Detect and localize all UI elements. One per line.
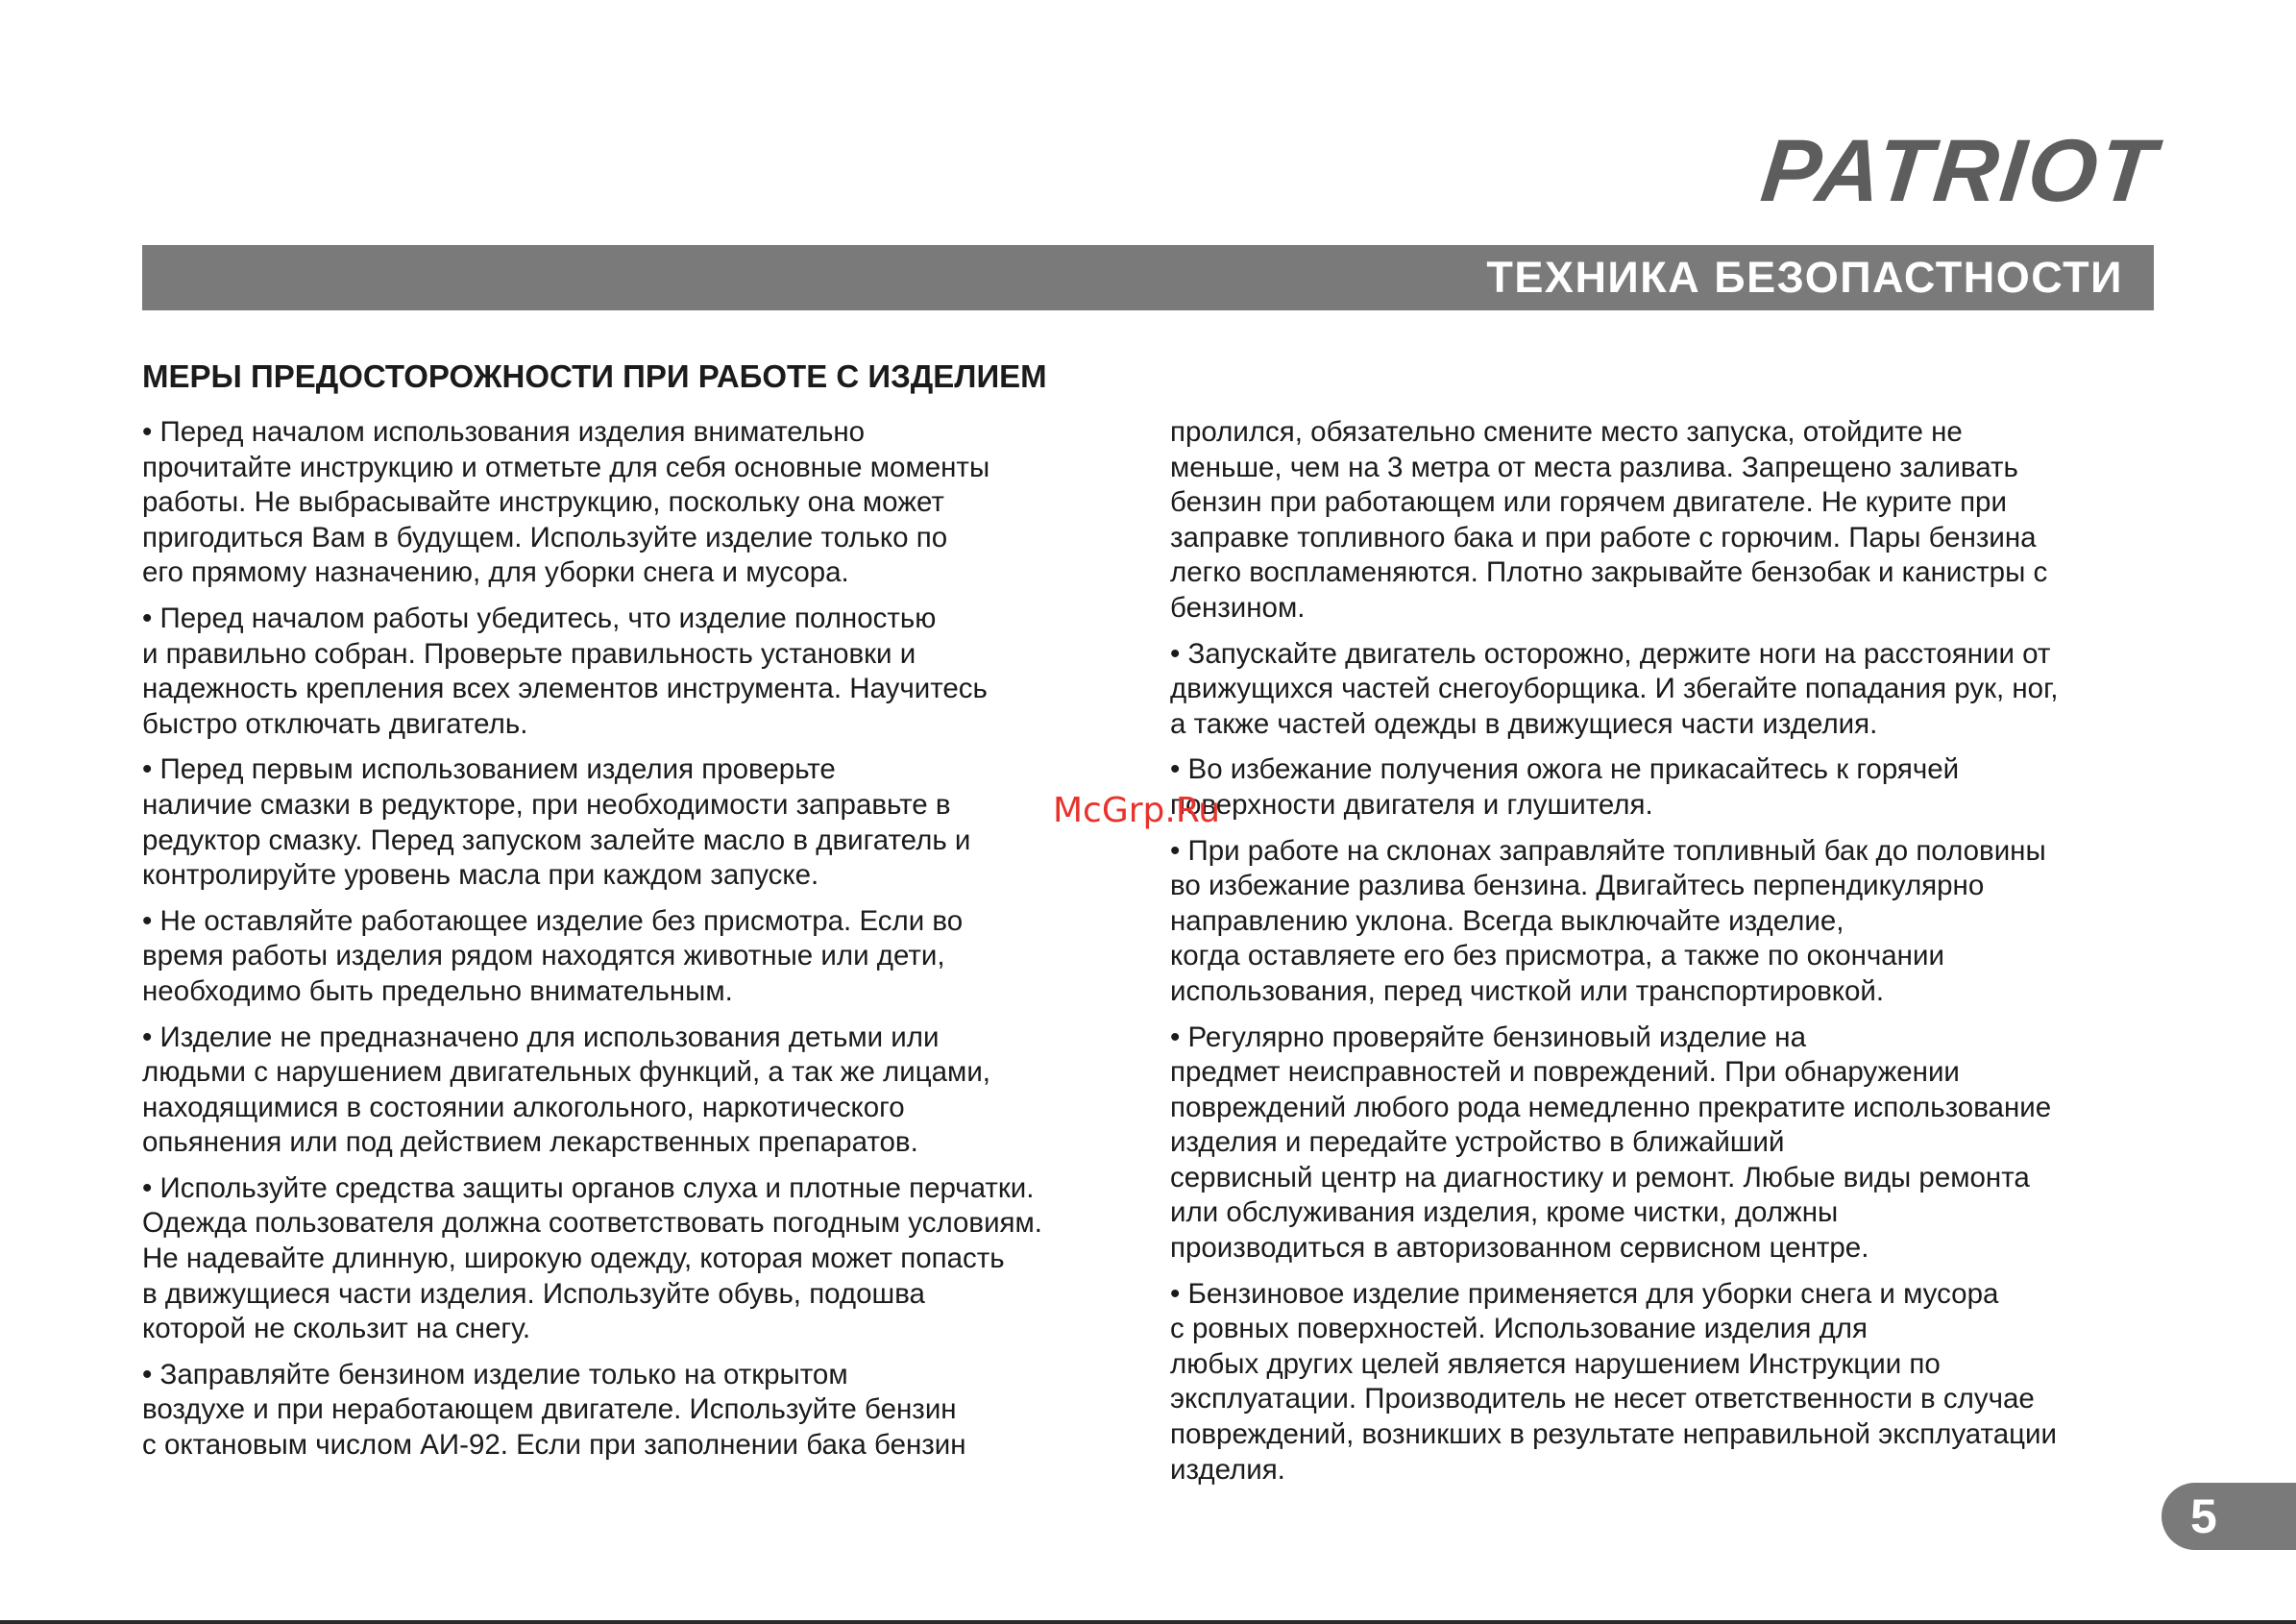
text-line: • Бензиновое изделие применяется для уборки снега и мусора bbox=[1170, 1277, 1999, 1310]
text-line: контролируйте уровень масла при каждом запуске. bbox=[142, 859, 819, 892]
text-line: • Регулярно проверяйте бензиновый изделие на bbox=[1170, 1021, 1807, 1053]
text-line: • При работе на склонах заправляйте топливный бак до половины bbox=[1170, 834, 2046, 867]
text-line: повреждений, возникших в результате неправильной эксплуатации bbox=[1170, 1418, 2057, 1451]
text-line: эксплуатации. Производитель не несет ответственности в случае bbox=[1170, 1383, 2035, 1415]
text-line: надежность крепления всех элементов инструмента. Научитесь bbox=[142, 673, 988, 705]
paragraph-refueling bbox=[142, 1358, 1141, 1464]
paragraph-engine-start bbox=[1170, 637, 2169, 743]
text-line: направлению уклона. Всегда выключайте изделие, bbox=[1170, 904, 1844, 937]
text-line: поверхности двигателя и глушителя. bbox=[1170, 788, 1653, 821]
text-line: легко воспламеняются. Плотно закрывайте бензобак и канистры с bbox=[1170, 556, 2048, 589]
text-line: бензином. bbox=[1170, 591, 1306, 624]
section-title: ТЕХНИКА БЕЗОПАСТНОСТИ bbox=[1486, 253, 2123, 302]
text-line: воздухе и при неработающем двигателе. Используйте бензин bbox=[142, 1393, 957, 1426]
text-line: • Перед началом работы убедитесь, что изделие полностью bbox=[142, 602, 937, 634]
text-line: пригодиться Вам в будущем. Используйте изделие только по bbox=[142, 521, 948, 554]
text-line: • Изделие не предназначено для использования детьми или bbox=[142, 1021, 940, 1053]
text-line: • Используйте средства защиты органов слуха и плотные перчатки. bbox=[142, 1171, 1035, 1204]
paragraph-protective-gear bbox=[142, 1171, 1141, 1347]
bottom-divider bbox=[0, 1620, 2296, 1624]
text-line: любых других целей является нарушением Инструкции по bbox=[1170, 1347, 1941, 1380]
text-line: • Перед началом использования изделия внимательно bbox=[142, 416, 866, 448]
paragraph-supervision bbox=[142, 904, 1141, 1010]
text-line: наличие смазки в редукторе, при необходимости заправьте в bbox=[142, 788, 951, 821]
left-text-column bbox=[142, 415, 1141, 1474]
text-line: • Заправляйте бензином изделие только на открытом bbox=[142, 1358, 848, 1390]
page-number: 5 bbox=[2190, 1489, 2217, 1543]
text-line: редуктор смазку. Перед запуском залейте масло в двигатель и bbox=[142, 824, 971, 856]
text-line: • Не оставляйте работающее изделие без присмотра. Если во bbox=[142, 904, 964, 937]
precautions-heading: МЕРЫ ПРЕДОСТОРОЖНОСТИ ПРИ РАБОТЕ С ИЗДЕЛИЕМ bbox=[142, 358, 1047, 394]
text-line: его прямому назначению, для уборки снега и мусора. bbox=[142, 556, 849, 589]
text-line: повреждений любого рода немедленно прекратите использование bbox=[1170, 1091, 2052, 1123]
text-line: и правильно собран. Проверьте правильность установки и bbox=[142, 637, 916, 670]
text-line: • Запускайте двигатель осторожно, держите ноги на расстоянии от bbox=[1170, 637, 2051, 670]
text-line: • Перед первым использованием изделия проверьте bbox=[142, 753, 836, 786]
text-line: Одежда пользователя должна соответствовать погодным условиям. bbox=[142, 1207, 1042, 1240]
text-line: в движущиеся части изделия. Используйте обувь, подошва bbox=[142, 1277, 925, 1310]
paragraph-lubrication bbox=[142, 752, 1141, 893]
text-line: заправке топливного бака и при работе с горючим. Пары бензина bbox=[1170, 521, 2037, 554]
right-text-column bbox=[1170, 415, 2169, 1498]
patriot-logo: PATRIOT bbox=[1756, 122, 2162, 220]
text-line: с ровных поверхностей. Использование изделия для bbox=[1170, 1313, 1868, 1345]
text-line: • Во избежание получения ожога не прикасайтесь к горячей bbox=[1170, 753, 1960, 786]
text-line: необходимо быть предельно внимательным. bbox=[142, 974, 733, 1007]
text-line: работы. Не выбрасывайте инструкцию, поскольку она может bbox=[142, 486, 944, 519]
paragraph-slopes bbox=[1170, 834, 2169, 1010]
paragraph-read-instructions bbox=[142, 415, 1141, 591]
text-line: использования, перед чисткой или транспортировкой. bbox=[1170, 974, 1885, 1007]
text-line: сервисный центр на диагностику и ремонт. Любые виды ремонта bbox=[1170, 1161, 2030, 1193]
text-line: людьми с нарушением двигательных функций, а так же лицами, bbox=[142, 1056, 990, 1089]
text-line: с октановым числом АИ-92. Если при заполнении бака бензин bbox=[142, 1429, 966, 1462]
text-line: или обслуживания изделия, кроме чистки, должны bbox=[1170, 1196, 1839, 1229]
text-line: движущихся частей снегоуборщика. И збегайте попадания рук, ног, bbox=[1170, 673, 2059, 705]
text-line: быстро отключать двигатель. bbox=[142, 707, 528, 740]
text-line: производиться в авторизованном сервисном центре. bbox=[1170, 1232, 1869, 1265]
text-line: находящимися в состоянии алкогольного, наркотического bbox=[142, 1091, 905, 1123]
text-line: опьянения или под действием лекарственных препаратов. bbox=[142, 1126, 918, 1159]
text-line: пролился, обязательно смените место запуска, отойдите не bbox=[1170, 416, 1963, 448]
paragraph-refueling-continued bbox=[1170, 415, 2169, 627]
text-line: бензин при работающем или горячем двигателе. Не курите при bbox=[1170, 486, 2007, 519]
text-line: время работы изделия рядом находятся животные или дети, bbox=[142, 940, 945, 972]
section-title-band bbox=[142, 245, 2154, 310]
text-line: когда оставляете его без присмотра, а также по окончании bbox=[1170, 940, 1944, 972]
text-line: во избежание разлива бензина. Двигайтесь перпендикулярно bbox=[1170, 870, 1985, 902]
text-line: предмет неисправностей и повреждений. При обнаружении bbox=[1170, 1056, 1960, 1089]
paragraph-intended-use bbox=[1170, 1277, 2169, 1489]
text-line: которой не скользит на снегу. bbox=[142, 1313, 531, 1345]
text-line: изделия. bbox=[1170, 1453, 1285, 1486]
text-line: прочитайте инструкцию и отметьте для себя основные моменты bbox=[142, 451, 990, 483]
text-line: Не надевайте длинную, широкую одежду, которая может попасть bbox=[142, 1243, 1005, 1275]
page-number-tab bbox=[2162, 1483, 2296, 1550]
paragraph-check-assembly bbox=[142, 602, 1141, 742]
text-line: изделия и передайте устройство в ближайший bbox=[1170, 1126, 1785, 1159]
text-line: меньше, чем на 3 метра от места разлива. Запрещено заливать bbox=[1170, 451, 2018, 483]
text-line: а также частей одежды в движущиеся части изделия. bbox=[1170, 707, 1878, 740]
paragraph-restricted-users bbox=[142, 1021, 1141, 1161]
paragraph-burn-warning bbox=[1170, 752, 2169, 823]
paragraph-inspection bbox=[1170, 1021, 2169, 1267]
watermark-text: McGrp.Ru bbox=[1053, 791, 1221, 830]
